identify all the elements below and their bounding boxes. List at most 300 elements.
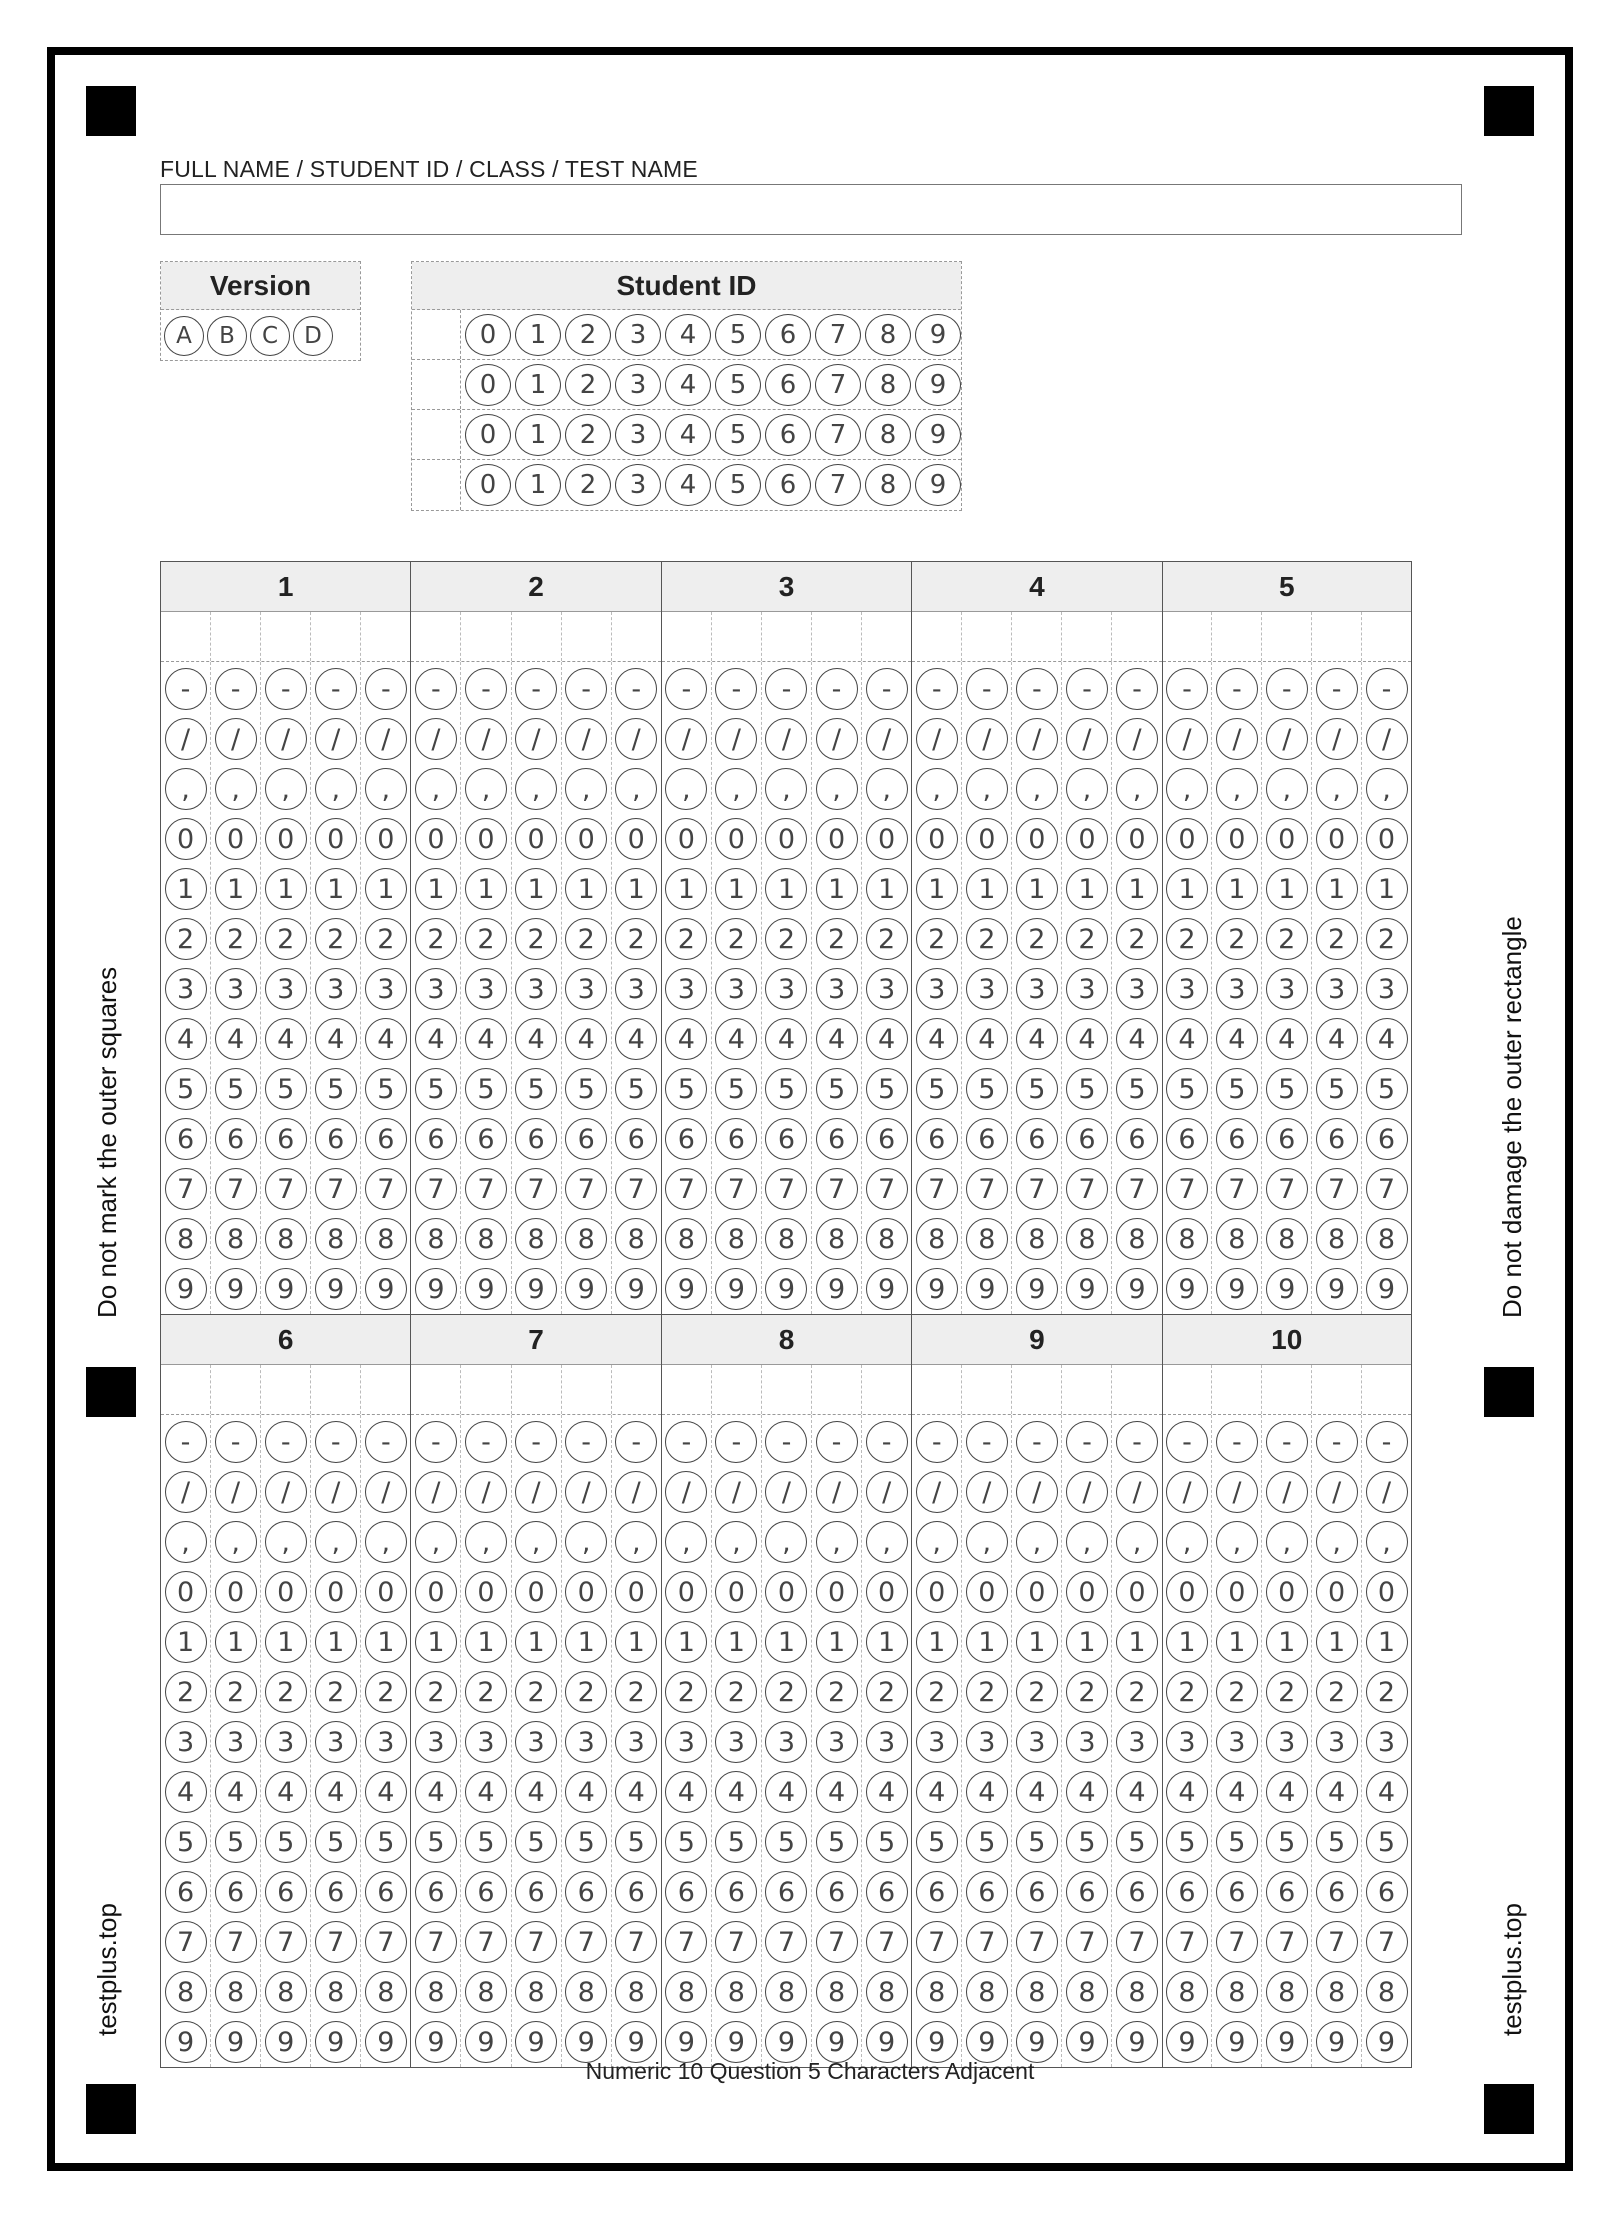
answer-bubble[interactable]: - (966, 1421, 1008, 1463)
answer-bubble[interactable]: 4 (565, 1018, 607, 1060)
answer-bubble[interactable]: 0 (765, 1571, 807, 1613)
answer-bubble[interactable]: - (1216, 668, 1258, 710)
answer-bubble[interactable]: 4 (765, 1771, 807, 1813)
answer-bubble[interactable]: 6 (415, 1871, 457, 1913)
answer-bubble[interactable]: 9 (215, 1268, 257, 1310)
answer-bubble[interactable]: / (615, 1471, 657, 1513)
answer-bubble[interactable]: - (315, 668, 357, 710)
answer-bubble[interactable]: 4 (765, 1018, 807, 1060)
answer-bubble[interactable]: 1 (665, 868, 707, 910)
answer-bubble[interactable]: 4 (565, 1771, 607, 1813)
answer-bubble[interactable]: 0 (565, 818, 607, 860)
answer-bubble[interactable]: 5 (665, 1068, 707, 1110)
answer-bubble[interactable]: - (715, 668, 757, 710)
answer-bubble[interactable]: 3 (866, 968, 908, 1010)
answer-bubble[interactable]: 7 (415, 1168, 457, 1210)
student-id-bubble-3[interactable]: 3 (615, 364, 661, 406)
answer-bubble[interactable]: 3 (415, 1721, 457, 1763)
answer-bubble[interactable]: , (866, 768, 908, 810)
student-id-bubble-9[interactable]: 9 (915, 414, 961, 456)
answer-bubble[interactable]: 6 (1016, 1118, 1058, 1160)
answer-bubble[interactable]: 0 (515, 1571, 557, 1613)
answer-bubble[interactable]: 4 (916, 1771, 958, 1813)
answer-bubble[interactable]: 4 (615, 1018, 657, 1060)
answer-bubble[interactable]: 5 (1116, 1821, 1158, 1863)
answer-bubble[interactable]: / (816, 1471, 858, 1513)
answer-write-box[interactable] (211, 612, 261, 661)
answer-bubble[interactable]: 3 (1216, 968, 1258, 1010)
answer-bubble[interactable]: , (715, 768, 757, 810)
answer-bubble[interactable]: 6 (1166, 1118, 1208, 1160)
answer-bubble[interactable]: , (966, 1521, 1008, 1563)
answer-bubble[interactable]: 4 (966, 1018, 1008, 1060)
answer-write-box[interactable] (1362, 612, 1411, 661)
student-id-bubble-0[interactable]: 0 (465, 414, 511, 456)
answer-bubble[interactable]: 9 (765, 2021, 807, 2063)
answer-bubble[interactable]: - (1366, 1421, 1408, 1463)
answer-bubble[interactable]: , (916, 1521, 958, 1563)
answer-bubble[interactable]: 9 (1366, 2021, 1408, 2063)
answer-bubble[interactable]: , (515, 1521, 557, 1563)
answer-bubble[interactable]: 2 (715, 1671, 757, 1713)
answer-bubble[interactable]: 7 (916, 1168, 958, 1210)
answer-bubble[interactable]: / (165, 1471, 207, 1513)
answer-bubble[interactable]: 3 (465, 1721, 507, 1763)
answer-bubble[interactable]: - (665, 1421, 707, 1463)
student-id-bubble-6[interactable]: 6 (765, 464, 811, 506)
answer-bubble[interactable]: / (816, 718, 858, 760)
answer-bubble[interactable]: 3 (215, 968, 257, 1010)
answer-write-box[interactable] (461, 1365, 511, 1414)
answer-bubble[interactable]: 8 (1366, 1218, 1408, 1260)
answer-bubble[interactable]: / (215, 1471, 257, 1513)
answer-bubble[interactable]: 9 (165, 1268, 207, 1310)
answer-bubble[interactable]: - (1366, 668, 1408, 710)
version-bubble-c[interactable]: C (250, 316, 290, 356)
student-id-bubble-4[interactable]: 4 (665, 314, 711, 356)
answer-bubble[interactable]: / (665, 718, 707, 760)
answer-bubble[interactable]: 6 (165, 1118, 207, 1160)
answer-bubble[interactable]: 8 (265, 1971, 307, 2013)
answer-bubble[interactable]: / (315, 1471, 357, 1513)
answer-bubble[interactable]: / (215, 718, 257, 760)
answer-bubble[interactable]: 1 (415, 868, 457, 910)
answer-bubble[interactable]: 8 (715, 1971, 757, 2013)
student-id-bubble-6[interactable]: 6 (765, 314, 811, 356)
answer-bubble[interactable]: 6 (715, 1118, 757, 1160)
answer-bubble[interactable]: 0 (1116, 1571, 1158, 1613)
answer-bubble[interactable]: 7 (1166, 1168, 1208, 1210)
answer-bubble[interactable]: 6 (765, 1118, 807, 1160)
answer-bubble[interactable]: 0 (165, 1571, 207, 1613)
answer-bubble[interactable]: 1 (1166, 868, 1208, 910)
answer-bubble[interactable]: / (1116, 718, 1158, 760)
student-id-bubble-7[interactable]: 7 (815, 314, 861, 356)
answer-bubble[interactable]: 9 (866, 1268, 908, 1310)
answer-bubble[interactable]: 4 (866, 1018, 908, 1060)
answer-bubble[interactable]: 2 (1066, 1671, 1108, 1713)
answer-bubble[interactable]: , (315, 768, 357, 810)
answer-bubble[interactable]: 9 (1266, 1268, 1308, 1310)
answer-bubble[interactable]: 9 (665, 1268, 707, 1310)
answer-bubble[interactable]: 9 (1116, 2021, 1158, 2063)
answer-bubble[interactable]: 4 (415, 1771, 457, 1813)
answer-bubble[interactable]: 3 (1316, 1721, 1358, 1763)
answer-bubble[interactable]: 6 (415, 1118, 457, 1160)
answer-bubble[interactable]: 0 (866, 818, 908, 860)
answer-write-box[interactable] (1112, 1365, 1161, 1414)
answer-bubble[interactable]: 8 (1266, 1218, 1308, 1260)
answer-write-box[interactable] (261, 612, 311, 661)
answer-bubble[interactable]: 9 (715, 1268, 757, 1310)
answer-bubble[interactable]: 2 (265, 1671, 307, 1713)
answer-bubble[interactable]: 6 (165, 1871, 207, 1913)
answer-bubble[interactable]: 9 (365, 1268, 407, 1310)
answer-write-box[interactable] (411, 1365, 461, 1414)
answer-bubble[interactable]: / (916, 718, 958, 760)
answer-bubble[interactable]: / (465, 718, 507, 760)
answer-bubble[interactable]: 8 (816, 1971, 858, 2013)
answer-bubble[interactable]: 5 (1366, 1821, 1408, 1863)
answer-bubble[interactable]: 3 (315, 1721, 357, 1763)
answer-bubble[interactable]: 2 (315, 1671, 357, 1713)
answer-bubble[interactable]: 9 (1066, 2021, 1108, 2063)
answer-bubble[interactable]: 1 (765, 1621, 807, 1663)
answer-bubble[interactable]: 2 (966, 918, 1008, 960)
answer-bubble[interactable]: 7 (365, 1168, 407, 1210)
answer-bubble[interactable]: 8 (615, 1971, 657, 2013)
answer-bubble[interactable]: 1 (315, 868, 357, 910)
answer-bubble[interactable]: 1 (615, 868, 657, 910)
answer-bubble[interactable]: 6 (265, 1118, 307, 1160)
answer-bubble[interactable]: 9 (1216, 2021, 1258, 2063)
answer-bubble[interactable]: , (1316, 1521, 1358, 1563)
student-id-bubble-4[interactable]: 4 (665, 414, 711, 456)
answer-bubble[interactable]: 1 (615, 1621, 657, 1663)
answer-bubble[interactable]: - (415, 1421, 457, 1463)
answer-bubble[interactable]: / (966, 718, 1008, 760)
answer-bubble[interactable]: 7 (1216, 1168, 1258, 1210)
answer-bubble[interactable]: 0 (1166, 1571, 1208, 1613)
answer-bubble[interactable]: 1 (715, 868, 757, 910)
answer-bubble[interactable]: / (1316, 1471, 1358, 1513)
answer-bubble[interactable]: 9 (916, 1268, 958, 1310)
answer-bubble[interactable]: / (265, 1471, 307, 1513)
answer-bubble[interactable]: 5 (565, 1821, 607, 1863)
answer-bubble[interactable]: 7 (165, 1921, 207, 1963)
answer-bubble[interactable]: 0 (315, 818, 357, 860)
answer-bubble[interactable]: 4 (415, 1018, 457, 1060)
answer-bubble[interactable]: 8 (615, 1218, 657, 1260)
answer-bubble[interactable]: / (365, 1471, 407, 1513)
answer-bubble[interactable]: / (715, 718, 757, 760)
answer-bubble[interactable]: 6 (615, 1871, 657, 1913)
answer-bubble[interactable]: 9 (916, 2021, 958, 2063)
answer-write-box[interactable] (912, 1365, 962, 1414)
answer-bubble[interactable]: 2 (765, 1671, 807, 1713)
answer-bubble[interactable]: 0 (465, 818, 507, 860)
answer-bubble[interactable]: 1 (916, 868, 958, 910)
answer-write-box[interactable] (912, 612, 962, 661)
answer-bubble[interactable]: / (565, 1471, 607, 1513)
student-id-bubble-6[interactable]: 6 (765, 414, 811, 456)
version-bubble-a[interactable]: A (164, 316, 204, 356)
answer-bubble[interactable]: 7 (1066, 1168, 1108, 1210)
answer-bubble[interactable]: 2 (1366, 918, 1408, 960)
answer-bubble[interactable]: 4 (1316, 1018, 1358, 1060)
answer-bubble[interactable]: 5 (816, 1821, 858, 1863)
answer-bubble[interactable]: 6 (816, 1118, 858, 1160)
answer-bubble[interactable]: 6 (315, 1871, 357, 1913)
answer-bubble[interactable]: 5 (1266, 1821, 1308, 1863)
answer-bubble[interactable]: 6 (1266, 1118, 1308, 1160)
answer-bubble[interactable]: 4 (465, 1771, 507, 1813)
answer-bubble[interactable]: , (615, 1521, 657, 1563)
answer-bubble[interactable]: 7 (215, 1168, 257, 1210)
student-id-bubble-1[interactable]: 1 (515, 464, 561, 506)
answer-bubble[interactable]: 5 (265, 1068, 307, 1110)
answer-bubble[interactable]: , (465, 1521, 507, 1563)
answer-bubble[interactable]: 7 (1216, 1921, 1258, 1963)
answer-bubble[interactable]: 3 (715, 1721, 757, 1763)
answer-bubble[interactable]: 6 (565, 1118, 607, 1160)
student-id-write-box[interactable] (412, 360, 461, 409)
answer-bubble[interactable]: 8 (1166, 1218, 1208, 1260)
answer-bubble[interactable]: 4 (315, 1018, 357, 1060)
answer-bubble[interactable]: 1 (966, 1621, 1008, 1663)
answer-bubble[interactable]: / (565, 718, 607, 760)
answer-bubble[interactable]: 1 (866, 868, 908, 910)
answer-bubble[interactable]: 5 (215, 1821, 257, 1863)
student-id-bubble-7[interactable]: 7 (815, 364, 861, 406)
answer-bubble[interactable]: 6 (315, 1118, 357, 1160)
answer-bubble[interactable]: 5 (1016, 1821, 1058, 1863)
student-id-bubble-8[interactable]: 8 (865, 364, 911, 406)
answer-bubble[interactable]: / (866, 718, 908, 760)
answer-bubble[interactable]: 7 (515, 1168, 557, 1210)
answer-bubble[interactable]: 7 (215, 1921, 257, 1963)
answer-bubble[interactable]: 8 (465, 1971, 507, 2013)
answer-bubble[interactable]: 9 (515, 2021, 557, 2063)
answer-bubble[interactable]: 6 (715, 1871, 757, 1913)
answer-bubble[interactable]: 7 (1366, 1921, 1408, 1963)
answer-bubble[interactable]: 2 (165, 1671, 207, 1713)
answer-bubble[interactable]: 7 (665, 1168, 707, 1210)
student-id-bubble-2[interactable]: 2 (565, 464, 611, 506)
answer-bubble[interactable]: - (816, 1421, 858, 1463)
answer-write-box[interactable] (461, 612, 511, 661)
answer-bubble[interactable]: 6 (765, 1871, 807, 1913)
answer-write-box[interactable] (712, 612, 762, 661)
answer-bubble[interactable]: 3 (615, 968, 657, 1010)
answer-bubble[interactable]: - (515, 668, 557, 710)
answer-bubble[interactable]: 9 (615, 1268, 657, 1310)
answer-bubble[interactable]: 9 (615, 2021, 657, 2063)
answer-bubble[interactable]: 1 (765, 868, 807, 910)
answer-write-box[interactable] (1012, 1365, 1062, 1414)
answer-bubble[interactable]: / (966, 1471, 1008, 1513)
answer-bubble[interactable]: 2 (415, 1671, 457, 1713)
answer-bubble[interactable]: 1 (215, 1621, 257, 1663)
answer-bubble[interactable]: 9 (966, 1268, 1008, 1310)
answer-bubble[interactable]: 6 (966, 1118, 1008, 1160)
answer-bubble[interactable]: 5 (1366, 1068, 1408, 1110)
answer-bubble[interactable]: 9 (315, 2021, 357, 2063)
answer-bubble[interactable]: 0 (1216, 1571, 1258, 1613)
answer-bubble[interactable]: - (1316, 668, 1358, 710)
answer-bubble[interactable]: - (1266, 668, 1308, 710)
answer-bubble[interactable]: 6 (1016, 1871, 1058, 1913)
answer-bubble[interactable]: 1 (1016, 868, 1058, 910)
answer-bubble[interactable]: 1 (165, 1621, 207, 1663)
answer-bubble[interactable]: - (365, 668, 407, 710)
answer-bubble[interactable]: , (966, 768, 1008, 810)
answer-bubble[interactable]: 2 (1116, 918, 1158, 960)
answer-bubble[interactable]: 7 (1166, 1921, 1208, 1963)
answer-bubble[interactable]: , (916, 768, 958, 810)
answer-bubble[interactable]: 7 (265, 1921, 307, 1963)
answer-bubble[interactable]: 6 (966, 1871, 1008, 1913)
answer-bubble[interactable]: 7 (465, 1921, 507, 1963)
student-id-bubble-8[interactable]: 8 (865, 414, 911, 456)
answer-write-box[interactable] (1112, 612, 1161, 661)
answer-bubble[interactable]: 7 (765, 1921, 807, 1963)
answer-bubble[interactable]: 9 (565, 1268, 607, 1310)
answer-bubble[interactable]: 0 (715, 818, 757, 860)
answer-bubble[interactable]: 6 (465, 1118, 507, 1160)
answer-bubble[interactable]: 3 (415, 968, 457, 1010)
answer-bubble[interactable]: 3 (565, 1721, 607, 1763)
answer-bubble[interactable]: 3 (765, 1721, 807, 1763)
answer-bubble[interactable]: 5 (165, 1068, 207, 1110)
answer-bubble[interactable]: 5 (565, 1068, 607, 1110)
answer-bubble[interactable]: 1 (565, 1621, 607, 1663)
answer-bubble[interactable]: 3 (1116, 968, 1158, 1010)
student-id-bubble-9[interactable]: 9 (915, 364, 961, 406)
answer-bubble[interactable]: , (515, 768, 557, 810)
answer-bubble[interactable]: 3 (916, 968, 958, 1010)
answer-write-box[interactable] (762, 1365, 812, 1414)
answer-bubble[interactable]: 1 (816, 1621, 858, 1663)
answer-bubble[interactable]: 2 (866, 1671, 908, 1713)
answer-bubble[interactable]: 9 (1066, 1268, 1108, 1310)
answer-bubble[interactable]: 2 (1166, 1671, 1208, 1713)
answer-bubble[interactable]: 3 (1166, 968, 1208, 1010)
answer-bubble[interactable]: - (715, 1421, 757, 1463)
answer-bubble[interactable]: 4 (515, 1018, 557, 1060)
answer-bubble[interactable]: 0 (765, 818, 807, 860)
answer-bubble[interactable]: , (1016, 1521, 1058, 1563)
answer-bubble[interactable]: , (1216, 1521, 1258, 1563)
answer-bubble[interactable]: 3 (866, 1721, 908, 1763)
answer-bubble[interactable]: 5 (315, 1068, 357, 1110)
answer-bubble[interactable]: 5 (1166, 1821, 1208, 1863)
answer-bubble[interactable]: 9 (465, 1268, 507, 1310)
answer-bubble[interactable]: 9 (215, 2021, 257, 2063)
answer-bubble[interactable]: 0 (1016, 818, 1058, 860)
answer-bubble[interactable]: 8 (465, 1218, 507, 1260)
answer-bubble[interactable]: 2 (1066, 918, 1108, 960)
answer-bubble[interactable]: 2 (1316, 1671, 1358, 1713)
answer-bubble[interactable]: 4 (665, 1018, 707, 1060)
answer-bubble[interactable]: - (615, 1421, 657, 1463)
answer-bubble[interactable]: 0 (916, 1571, 958, 1613)
answer-bubble[interactable]: 4 (1066, 1771, 1108, 1813)
answer-bubble[interactable]: , (866, 1521, 908, 1563)
student-id-bubble-1[interactable]: 1 (515, 414, 561, 456)
answer-bubble[interactable]: , (565, 1521, 607, 1563)
answer-bubble[interactable]: 0 (315, 1571, 357, 1613)
answer-bubble[interactable]: 4 (365, 1018, 407, 1060)
answer-bubble[interactable]: 5 (1316, 1068, 1358, 1110)
answer-bubble[interactable]: 3 (1366, 968, 1408, 1010)
student-id-bubble-9[interactable]: 9 (915, 464, 961, 506)
answer-bubble[interactable]: - (215, 668, 257, 710)
answer-bubble[interactable]: 0 (415, 1571, 457, 1613)
answer-bubble[interactable]: 4 (1066, 1018, 1108, 1060)
answer-write-box[interactable] (1362, 1365, 1411, 1414)
answer-bubble[interactable]: / (315, 718, 357, 760)
answer-bubble[interactable]: 2 (315, 918, 357, 960)
answer-bubble[interactable]: 5 (966, 1068, 1008, 1110)
answer-bubble[interactable]: 4 (1366, 1771, 1408, 1813)
answer-bubble[interactable]: 3 (365, 1721, 407, 1763)
answer-bubble[interactable]: / (916, 1471, 958, 1513)
answer-bubble[interactable]: 4 (165, 1018, 207, 1060)
answer-bubble[interactable]: 3 (515, 968, 557, 1010)
answer-bubble[interactable]: 6 (565, 1871, 607, 1913)
answer-bubble[interactable]: / (1166, 1471, 1208, 1513)
answer-bubble[interactable]: 1 (1116, 868, 1158, 910)
answer-bubble[interactable]: 8 (365, 1218, 407, 1260)
answer-bubble[interactable]: 4 (966, 1771, 1008, 1813)
answer-write-box[interactable] (1262, 1365, 1312, 1414)
answer-bubble[interactable]: - (465, 668, 507, 710)
answer-bubble[interactable]: 8 (966, 1971, 1008, 2013)
answer-bubble[interactable]: 8 (415, 1971, 457, 2013)
answer-bubble[interactable]: 6 (615, 1118, 657, 1160)
answer-bubble[interactable]: 3 (765, 968, 807, 1010)
answer-bubble[interactable]: 4 (1316, 1771, 1358, 1813)
answer-bubble[interactable]: 4 (1366, 1018, 1408, 1060)
answer-bubble[interactable]: 2 (1216, 1671, 1258, 1713)
answer-bubble[interactable]: 3 (816, 1721, 858, 1763)
answer-bubble[interactable]: - (215, 1421, 257, 1463)
answer-bubble[interactable]: 4 (365, 1771, 407, 1813)
answer-bubble[interactable]: / (465, 1471, 507, 1513)
answer-bubble[interactable]: 5 (665, 1821, 707, 1863)
answer-bubble[interactable]: - (765, 1421, 807, 1463)
answer-bubble[interactable]: 9 (415, 2021, 457, 2063)
answer-bubble[interactable]: 5 (365, 1068, 407, 1110)
answer-bubble[interactable]: , (765, 768, 807, 810)
answer-write-box[interactable] (261, 1365, 311, 1414)
answer-write-box[interactable] (562, 612, 612, 661)
answer-bubble[interactable]: 4 (265, 1771, 307, 1813)
answer-bubble[interactable]: 3 (665, 968, 707, 1010)
answer-write-box[interactable] (411, 612, 461, 661)
answer-bubble[interactable]: 5 (615, 1068, 657, 1110)
answer-write-box[interactable] (512, 1365, 562, 1414)
answer-bubble[interactable]: 6 (1216, 1118, 1258, 1160)
answer-bubble[interactable]: , (415, 1521, 457, 1563)
answer-bubble[interactable]: 5 (215, 1068, 257, 1110)
answer-bubble[interactable]: 1 (1166, 1621, 1208, 1663)
answer-bubble[interactable]: 3 (715, 968, 757, 1010)
answer-bubble[interactable]: 9 (565, 2021, 607, 2063)
answer-bubble[interactable]: 0 (1116, 818, 1158, 860)
answer-bubble[interactable]: 4 (916, 1018, 958, 1060)
